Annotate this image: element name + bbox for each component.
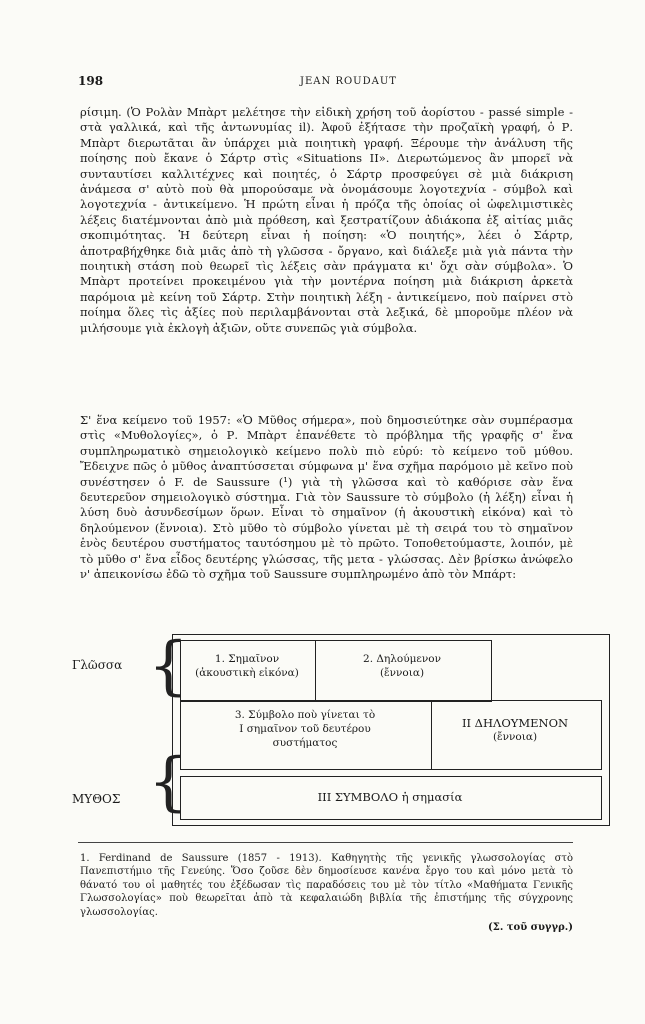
cell-sign — [180, 708, 430, 750]
paragraph-2-text: Σ' ἕνα κείμενο τοῦ 1957: «Ὁ Μῦθος σήμερα», ποὺ δημοσιεύτηκε σὰν συμπέρασμα στὶς «Μυθολογίες», ὁ Ρ. Μπὰρτ ἐπανέθετε τὸ πρόβλημα τῆς γραφῆς σ' ἕνα συμπληρωματικὸ σημειολογικὸ κείμενο πολὺ πιὸ εὐρύ: τὸ κείμενο τοῦ μύθου. Ἔδειχνε πῶς ὁ μῦθος ἀναπτύσσεται σύμφωνα μ' ἕνα σχῆμα παρόμοιο μὲ κεῖνο ποὺ συνέστησεν ὁ F. de Saussure (¹) γιὰ τὴ γλῶσσα καὶ τὸ καθόρισε σὰν ἕνα δευτερεῦον σημειολογικὸ σύστημα. Γιὰ τὸν Saussure τὸ σύμβολο (ἡ λέξη) εἶναι ἡ λύση δυὸ ἀσυνδεσίμων ὅρων. Εἶναι τὸ σημαῖνον (ἡ ἀκουστικὴ εἰκόνα) καὶ τὸ δηλούμενον (ἔννοια). Στὸ μῦθο τὸ σύμβολο γίνεται μὲ τὴ σειρά του τὸ σημαῖνον ἑνὸς δευτέρου συστήματος ταυτόσημου μὲ τὸ πρῶτο. Τοποθετούμαστε, λοιπόν, μὲ τὸ μῦθο σ' ἕνα εἶδος δευτέρης γλώσσας, τῆς μετα - γλώσσας. Δὲν βρίσκω ἀνώφελο ν' ἀπεικονίσω ἐδῶ τὸ σχῆμα τοῦ Saussure συμπληρωμένο ἀπὸ τὸν Μπάρτ: — [80, 413, 573, 582]
cell-signifier-sub: (ἀκουστικὴ εἰκόνα) — [195, 667, 299, 679]
paragraph-1-text: ρίσιμη. (Ὁ Ρολὰν Μπὰρτ μελέτησε τὴν εἰδικὴ χρήση τοῦ ἀορίστου - passé simple - στὰ γαλλικά, καὶ τῆς ἀντωνυμίας il). Ἀφοῦ ἐξήτασε τὴν προζαϊκὴ γραφή, ὁ Ρ. Μπὰρτ διερωτᾶται ἂν ὑπάρχει μιὰ ποιητικὴ γραφή. Ξέρουμε τὴν ἀνάλυση τῆς ποίησης ποὺ ἔκανε ὁ Σάρτρ στὶς «Situations II». Διερωτώμενος ἂν μπορεῖ νὰ συνταυτίσει καλλιτέχνες καὶ ποιητές, ὁ Σάρτρ προσφεύγει σὲ μιὰ διάκριση ἀνάμεσα σ' αὐτὸ ποὺ θὰ μπορούσαμε νὰ ὀνομάσουμε λογοτεχνία - σύμβολ καὶ λογοτεχνία - ἀντικείμενο. Ἡ πρώτη εἶναι ἡ πρόζα τῆς ὁποίας οἱ ὠφελιμιστικὲς λέξεις διατέμνονται ἀπὸ μιὰ πρόθεση, καὶ ξεστρατίζουν ἀδιάκοπα ἐξ αἰτίας μιᾶς σκοπιμότητας. Ἡ δεύτερη εἶναι ἡ ποίηση: «Ὁ ποιητής», λέει ὁ Σάρτρ, ἀποτραβήχθηκε διὰ μιᾶς ἀπὸ τὴ γλῶσσα - ὄργανο, καὶ διάλεξε μιὰ γιὰ πάντα τὴν ποιητικὴ στάση ποὺ θεωρεῖ τὶς λέξεις σὰν πράγματα κι' ὄχι σὰν σύμβολα». Ὁ Μπὰρτ προτείνει προκειμένου γιὰ τὴν μοντέρνα ποίηση μιὰ διάκριση ἀρκετὰ παρόμοια μὲ κείνη τοῦ Σάρτρ. Στὴν ποιητικὴ λέξη - ἀντικείμενο, ποὺ παίρνει στὸ ποίημα ὅλες τὶς ἀξίες ποὺ περιλαμβάνονται στὰ λεξικά, δὲ μποροῦμε πλέον νὰ μιλήσουμε γιὰ ἐκλογὴ ἀξιῶν, οὔτε συνεπῶς γιὰ σύμβολα. — [80, 105, 573, 335]
footnote — [80, 852, 573, 934]
cell-signified-title: 2. Δηλούμενον — [363, 653, 441, 665]
saussure-barthes-diagram — [60, 629, 620, 832]
running-head: JEAN ROUDAUT — [300, 76, 397, 87]
body-paragraph-1 — [80, 105, 573, 336]
cell-myth-signified-sub: (ἔννοια) — [492, 731, 538, 743]
label-language: Γλῶσσα — [72, 658, 123, 672]
cell-myth-signified — [430, 716, 600, 744]
cell-sign-line2: Ι σημαῖνον τοῦ δευτέρου — [239, 723, 371, 735]
cell-myth-signified-title: ΙΙ ΔΗΛΟΥΜΕΝΟΝ — [461, 716, 569, 730]
brace-myth: { — [148, 745, 189, 819]
footnote-rule — [78, 842, 573, 843]
footnote-text: 1. Ferdinand de Saussure (1857 - 1913). Καθηγητὴς τῆς γενικῆς γλωσσολογίας στὸ Πανεπιστήμιο τῆς Γενεύης. Ὅσο ζοῦσε δὲν δημοσίευσε κανένα ἔργο του καὶ μόνο μετὰ τὸ θάνατό του οἱ μαθητές του ἐξέδωσαν τὶς παραδόσεις του μὲ τὸν τίτλο «Μαθήματα Γενικῆς Γλωσσολογίας» ποὺ θεωρεῖται ἀπὸ τὰ κεφαλαιώδη βιβλία τῆς ἐπιστήμης τῆς σύγχρονης γλωσσολογίας. — [80, 853, 573, 918]
cell-signified-sub: (ἔννοια) — [379, 667, 425, 679]
label-myth: ΜΥΘΟΣ — [72, 792, 121, 806]
cell-signified — [314, 652, 490, 680]
body-paragraph-2 — [80, 413, 573, 582]
cell-signifier — [180, 652, 314, 680]
cell-signifier-title: 1. Σημαῖνον — [214, 653, 280, 665]
cell-sign-line1: 3. Σύμβολο ποὺ γίνεται τὸ — [234, 709, 376, 721]
footnote-signature: (Σ. τοῦ συγγρ.) — [488, 922, 573, 934]
cell-sign-line3: συστήματος — [272, 737, 338, 749]
cell-myth-sign: ΙΙΙ ΣΥΜΒΟΛΟ ἡ σημασία — [317, 790, 463, 804]
brace-language: { — [148, 629, 189, 703]
page-number: 198 — [78, 74, 104, 88]
